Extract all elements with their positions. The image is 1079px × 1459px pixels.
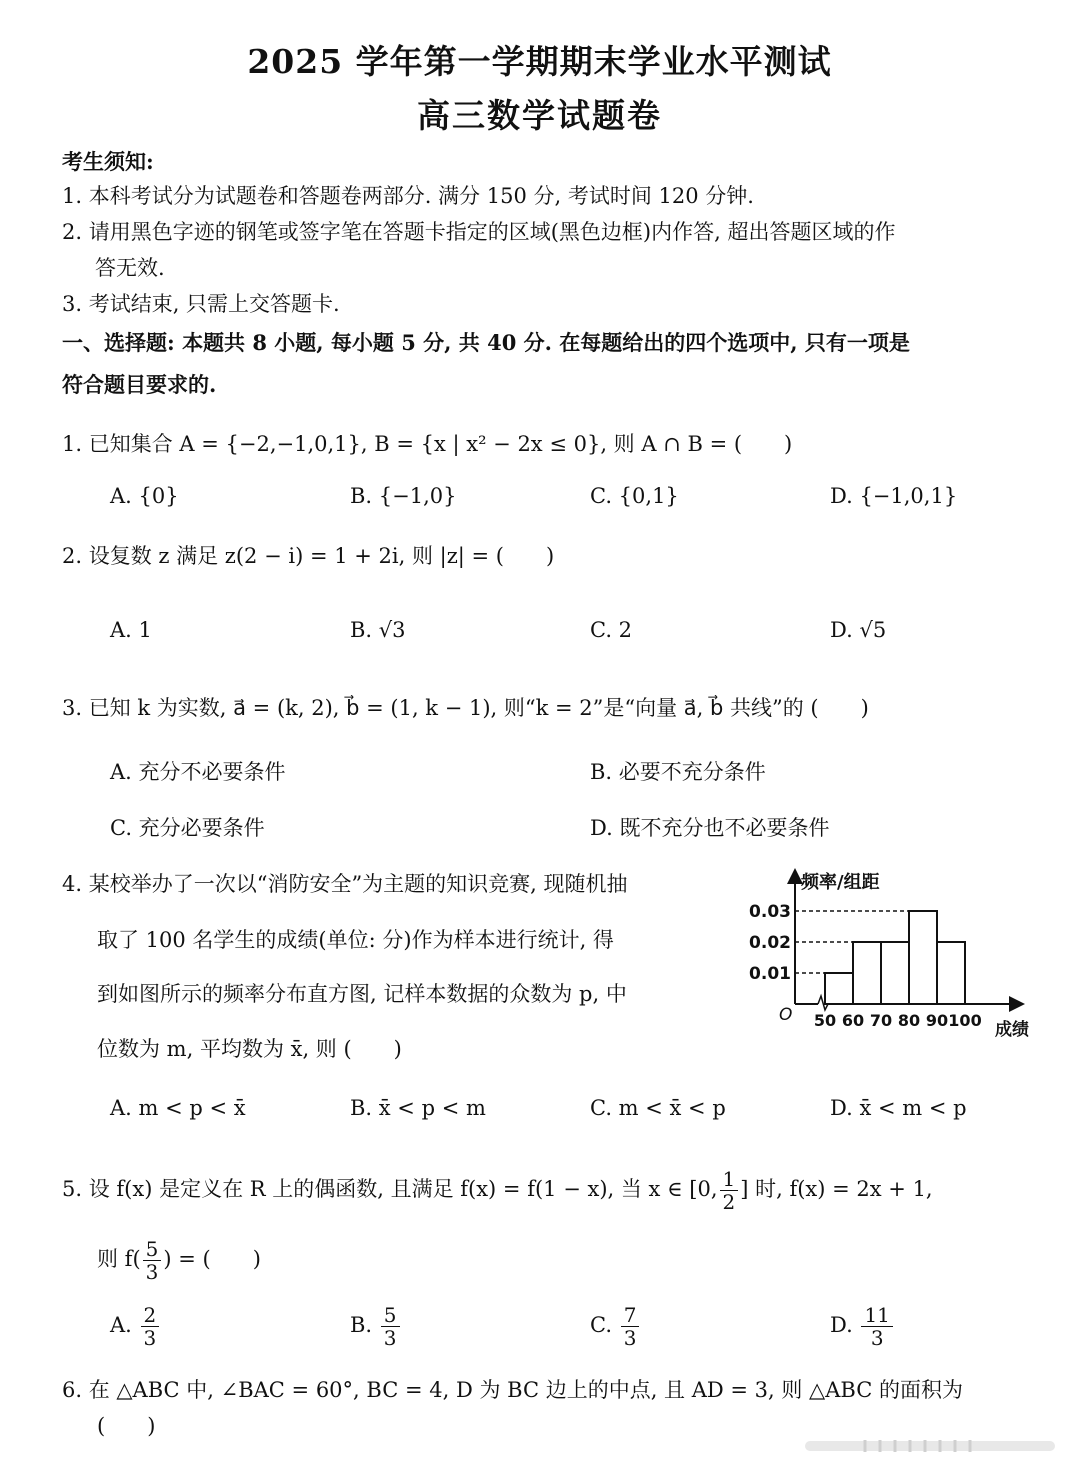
y-tick-label: 0.03: [749, 902, 791, 922]
question-2-option-a: A. 1: [110, 618, 152, 642]
question-4-option-a: A. m < p < x̄: [110, 1096, 246, 1120]
notice-item-2-cont: 答无效.: [95, 256, 165, 280]
question-5-line2-part1: 则 f(: [97, 1247, 141, 1271]
question-2-option-d: D. √5: [830, 618, 887, 642]
option-a-denominator: 3: [143, 1326, 157, 1350]
question-5-stem-line2: [97, 1238, 261, 1283]
x-tick-label: 60: [841, 1011, 865, 1030]
question-6-stem: 6. 在 △ABC 中, ∠BAC = 60°, BC = 4, D 为 BC 边上的中点, 且 AD = 3, 则 △ABC 的面积为: [62, 1378, 963, 1402]
question-5-stem: [62, 1168, 933, 1213]
y-tick-label: 0.02: [749, 933, 791, 953]
option-d-denominator: 3: [870, 1326, 884, 1350]
notice-item-2: 2. 请用黑色字迹的钢笔或签字笔在答题卡指定的区域(黑色边框)内作答, 超出答题区域的作: [62, 220, 896, 244]
question-5-line2-part2: ) = ( ): [163, 1247, 261, 1271]
x-tick-label: 80: [897, 1011, 921, 1030]
question-1-stem: 1. 已知集合 A = {−2,−1,0,1}, B = {x | x² − 2x ≤ 0}, 则 A ∩ B = ( ): [62, 432, 793, 456]
histogram-bar-90-100: [937, 942, 965, 1004]
question-5-option-d: [830, 1304, 895, 1349]
option-a-label: A.: [110, 1313, 132, 1337]
argument-fraction: [143, 1238, 162, 1283]
section-heading-cont: 符合题目要求的.: [62, 372, 217, 397]
section-heading: 一、选择题: 本题共 8 小题, 每小题 5 分, 共 40 分. 在每题给出的四个选项中, 只有一项是: [62, 330, 910, 355]
x-tick-label: 100: [948, 1011, 982, 1030]
question-2-option-b: B. √3: [350, 618, 406, 642]
question-4-option-d: D. x̄ < m < p: [830, 1096, 967, 1120]
question-5-option-b: [350, 1304, 402, 1349]
question-1-option-a: A. {0}: [110, 484, 179, 508]
question-3-option-c: C. 充分必要条件: [110, 816, 265, 840]
question-4-stem-line1: 4. 某校举办了一次以“消防安全”为主题的知识竞赛, 现随机抽: [62, 872, 628, 896]
question-5-option-c: [590, 1304, 641, 1349]
option-b-numerator: 5: [381, 1304, 400, 1327]
watermark-bar: [805, 1438, 1055, 1454]
exam-title: 2025 学年第一学期期末学业水平测试: [247, 42, 832, 81]
y-axis-label: 频率/组距: [801, 872, 880, 893]
histogram-bar-80-90: [909, 911, 937, 1004]
question-3-option-d: D. 既不充分也不必要条件: [590, 816, 830, 840]
question-3-option-a: A. 充分不必要条件: [110, 760, 286, 784]
origin-label: O: [779, 1005, 793, 1025]
question-4-stem-line4: 位数为 m, 平均数为 x̄, 则 ( ): [97, 1037, 402, 1061]
question-6-stem-cont: ( ): [97, 1414, 156, 1438]
option-b-fraction: [381, 1304, 400, 1349]
question-1-option-d: D. {−1,0,1}: [830, 484, 958, 508]
option-b-denominator: 3: [383, 1326, 397, 1350]
x-tick-label: 70: [869, 1011, 893, 1030]
option-a-fraction: [141, 1304, 160, 1349]
option-c-denominator: 3: [623, 1326, 637, 1350]
question-1-option-c: C. {0,1}: [590, 484, 679, 508]
notice-heading: 考生须知:: [62, 149, 154, 174]
histogram-bar-60-70: [853, 942, 881, 1004]
option-b-label: B.: [350, 1313, 373, 1337]
notice-item-1: 1. 本科考试分为试题卷和答题卷两部分. 满分 150 分, 考试时间 120 分钟.: [62, 184, 754, 208]
question-5-option-a: [110, 1304, 161, 1349]
question-3-option-b: B. 必要不充分条件: [590, 760, 766, 784]
argument-numerator: 5: [143, 1238, 162, 1261]
frequency-histogram: [745, 862, 1055, 1047]
x-axis-label: 成绩: [995, 1020, 1029, 1040]
half-fraction: [720, 1168, 739, 1213]
x-tick-label: 90: [925, 1011, 949, 1030]
question-4-option-c: C. m < x̄ < p: [590, 1096, 726, 1120]
option-a-numerator: 2: [141, 1304, 160, 1327]
question-5-stem-part1: 5. 设 f(x) 是定义在 R 上的偶函数, 且满足 f(x) = f(1 − x), 当 x ∈ [0,: [62, 1177, 718, 1201]
exam-subtitle: 高三数学试题卷: [417, 96, 662, 135]
histogram-bar-50-60: [825, 973, 853, 1004]
question-3-stem: 3. 已知 k 为实数, a⃗ = (k, 2), b⃗ = (1, k − 1), 则“k = 2”是“向量 a⃗, b⃗ 共线”的 ( ): [62, 696, 869, 720]
question-2-stem: 2. 设复数 z 满足 z(2 − i) = 1 + 2i, 则 |z| = ( ): [62, 544, 555, 568]
question-4-stem-line3: 到如图所示的频率分布直方图, 记样本数据的众数为 p, 中: [97, 982, 627, 1006]
option-d-fraction: [861, 1304, 892, 1349]
half-numerator: 1: [720, 1168, 739, 1191]
option-c-fraction: [621, 1304, 640, 1349]
histogram-bar-70-80: [881, 942, 909, 1004]
question-1-option-b: B. {−1,0}: [350, 484, 457, 508]
option-c-numerator: 7: [621, 1304, 640, 1327]
question-4-stem-line2: 取了 100 名学生的成绩(单位: 分)作为样本进行统计, 得: [97, 928, 614, 952]
question-2-option-c: C. 2: [590, 618, 633, 642]
notice-item-3: 3. 考试结束, 只需上交答题卡.: [62, 292, 340, 316]
option-d-numerator: 11: [861, 1304, 892, 1327]
y-tick-label: 0.01: [749, 964, 791, 984]
argument-denominator: 3: [145, 1260, 159, 1284]
option-d-label: D.: [830, 1313, 853, 1337]
half-denominator: 2: [722, 1190, 736, 1214]
option-c-label: C.: [590, 1313, 612, 1337]
x-tick-label: 50: [813, 1011, 837, 1030]
question-5-stem-part2: ] 时, f(x) = 2x + 1,: [740, 1177, 933, 1201]
question-4-option-b: B. x̄ < p < m: [350, 1096, 486, 1120]
